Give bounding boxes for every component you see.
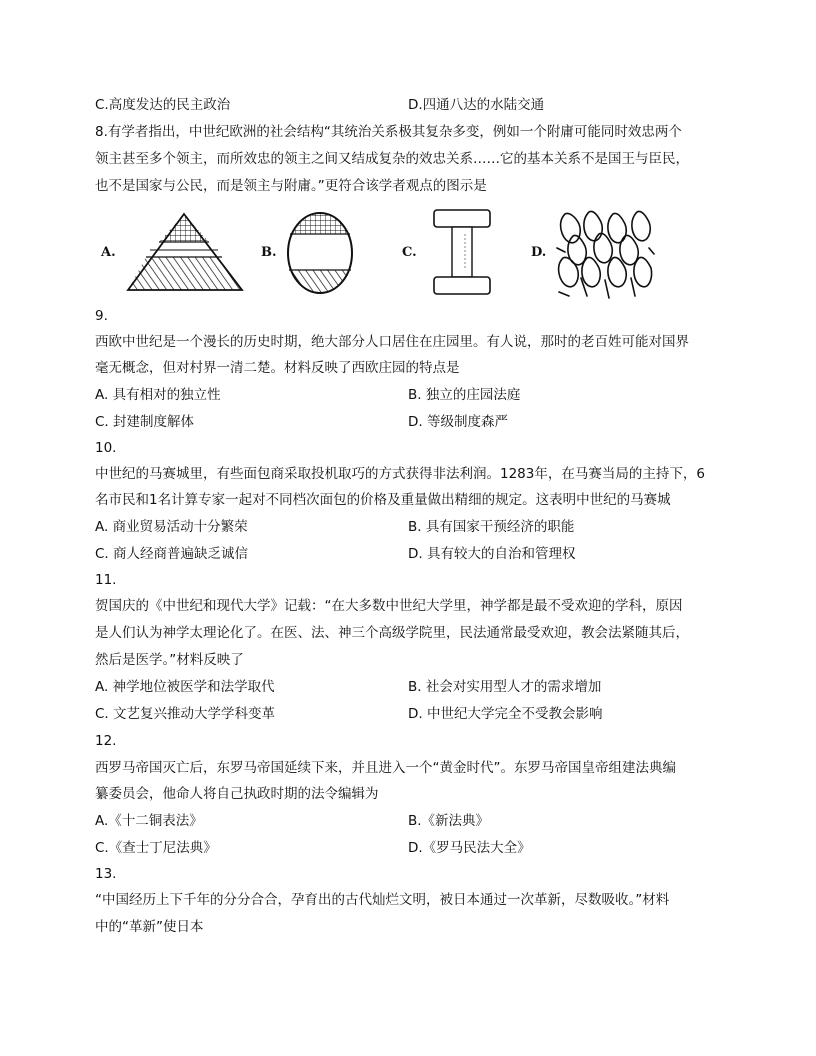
q10-option-d: D. 具有较大的自治和管理权 bbox=[408, 546, 576, 562]
q9-option-c: C. 封建制度解体 bbox=[95, 414, 195, 430]
q10-option-a: A. 商业贸易活动十分繁荣 bbox=[95, 519, 248, 535]
q7-option-c: C.高度发达的民主政治 bbox=[95, 97, 231, 113]
q9-option-a: A. 具有相对的独立性 bbox=[95, 387, 221, 403]
i-beam-figure bbox=[428, 206, 498, 298]
q11-stem-line-1: 贺国庆的《中世纪和现代大学》记载：“在大多数中世纪大学里，神学都是最不受欢迎的学科，原因 bbox=[95, 598, 683, 614]
q11-option-d: D. 中世纪大学完全不受教会影响 bbox=[408, 706, 603, 722]
oval-figure bbox=[285, 210, 355, 296]
q13-number: 13. bbox=[95, 866, 117, 882]
q12-option-b: B.《新法典》 bbox=[408, 813, 490, 829]
q13-stem-line-2: 中的“革新”使日本 bbox=[95, 919, 204, 935]
q8-stem-line-2: 领主甚至多个领主，而所效忠的领主之间又结成复杂的效忠关系……它的基本关系不是国王与臣民， bbox=[95, 151, 689, 167]
q10-number: 10. bbox=[95, 440, 117, 456]
chain-links-figure bbox=[555, 208, 655, 300]
q13-stem-line-1: “中国经历上下千年的分分合合，孕育出的古代灿烂文明，被日本通过一次革新，尽数吸收。”材料 bbox=[95, 892, 670, 908]
q9-option-d: D. 等级制度森严 bbox=[408, 414, 508, 430]
q12-option-c: C.《查士丁尼法典》 bbox=[95, 840, 217, 856]
q11-number: 11. bbox=[95, 572, 117, 588]
q11-stem-line-3: 然后是医学。”材料反映了 bbox=[95, 652, 244, 668]
q10-stem-line-1: 中世纪的马赛城里，有些面包商采取投机取巧的方式获得非法利润。1283年，在马赛当局的主持下，6 bbox=[95, 466, 705, 482]
q10-option-c: C. 商人经商普遍缺乏诚信 bbox=[95, 546, 249, 562]
q9-stem-line-1: 西欧中世纪是一个漫长的历史时期，绝大部分人口居住在庄园里。有人说，那时的老百姓可能对国界 bbox=[95, 334, 689, 350]
q11-option-a: A. 神学地位被医学和法学取代 bbox=[95, 679, 275, 695]
q12-option-d: D.《罗马民法大全》 bbox=[408, 840, 531, 856]
q7-option-d: D.四通八达的水陆交通 bbox=[408, 97, 545, 113]
q9-stem-line-2: 毫无概念，但对村界一清二楚。材料反映了西欧庄园的特点是 bbox=[95, 360, 460, 376]
q8-stem-line-1: 8.有学者指出，中世纪欧洲的社会结构“其统治关系极其复杂多变，例如一个附庸可能同时效忠两个 bbox=[95, 124, 682, 140]
figure-label-b: B. bbox=[261, 245, 277, 260]
pyramid-figure bbox=[125, 210, 245, 294]
q8-stem-line-3: 也不是国家与公民，而是领主与附庸。”更符合该学者观点的图示是 bbox=[95, 178, 487, 194]
q11-option-c: C. 文艺复兴推动大学学科变革 bbox=[95, 706, 276, 722]
q11-stem-line-2: 是人们认为神学太理论化了。在医、法、神三个高级学院里，民法通常最受欢迎，教会法紧随其后， bbox=[95, 625, 689, 641]
figure-label-d: D. bbox=[531, 245, 547, 260]
figure-label-a: A. bbox=[101, 245, 116, 260]
q12-stem-line-2: 纂委员会，他命人将自己执政时期的法令编辑为 bbox=[95, 786, 379, 802]
q10-stem-line-2: 名市民和1名计算专家一起对不同档次面包的价格及重量做出精细的规定。这表明中世纪的马赛城 bbox=[95, 492, 671, 508]
q9-option-b: B. 独立的庄园法庭 bbox=[408, 387, 521, 403]
q10-option-b: B. 具有国家干预经济的职能 bbox=[408, 519, 575, 535]
figure-label-c: C. bbox=[402, 245, 417, 260]
q12-number: 12. bbox=[95, 733, 117, 749]
q12-stem-line-1: 西罗马帝国灭亡后，东罗马帝国延续下来，并且进入一个“黄金时代”。东罗马帝国皇帝组建法典编 bbox=[95, 760, 676, 776]
q12-option-a: A.《十二铜表法》 bbox=[95, 813, 203, 829]
q9-number: 9. bbox=[95, 308, 108, 324]
q11-option-b: B. 社会对实用型人才的需求增加 bbox=[408, 679, 602, 695]
